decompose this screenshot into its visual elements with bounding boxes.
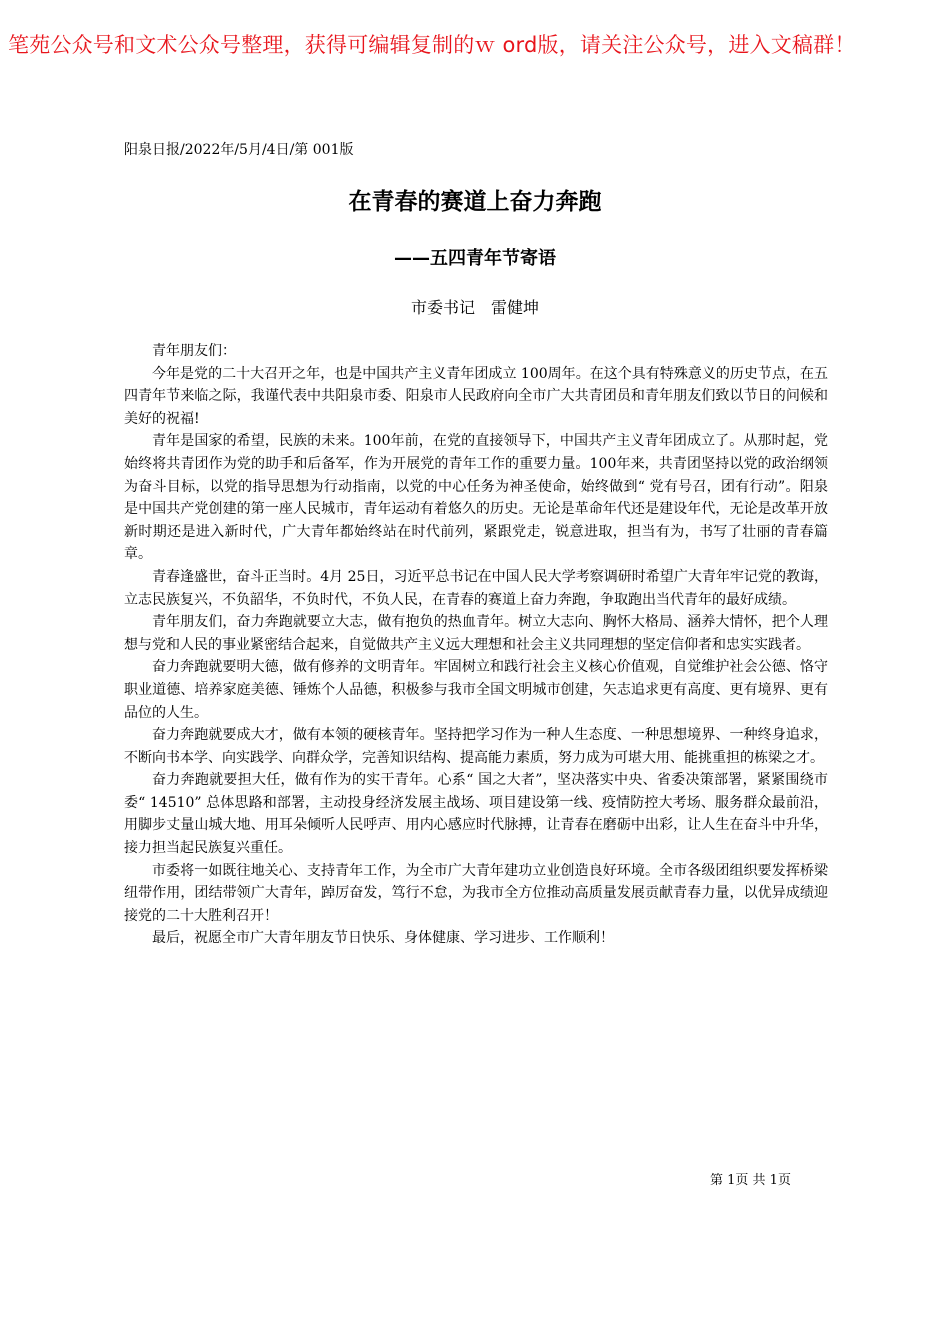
body-paragraph: 青春逢盛世，奋斗正当时。4月 25日，习近平总书记在中国人民大学考察调研时希望广大青年牢记党的教诲，立志民族复兴，不负韶华，不负时代，不负人民，在青春的赛道上奋力奔跑，争取跑出当代青年的最好成绩。 [124, 568, 828, 608]
body-paragraph: 奋力奔跑就要成大才，做有本领的硬核青年。坚持把学习作为一种人生态度、一种思想境界、一种终身追求，不断向书本学、向实践学、向群众学，完善知识结构、提高能力素质，努力成为可堪大用、能挑重担的栋梁之才。 [124, 727, 828, 766]
promo-banner: 笔苑公众号和文术公众号整理，获得可编辑复制的ｗ ord版，请关注公众号，进入文稿群！ [8, 33, 856, 57]
closing-paragraph: 最后，祝愿全市广大青年朋友节日快乐、身体健康、学习进步、工作顺利！ [152, 930, 614, 947]
page-number: 第 1页 共 1页 [710, 1173, 791, 1188]
body-paragraph: 今年是党的二十大召开之年，也是中国共产主义青年团成立 100周年。在这个具有特殊意义的历史节点，在五四青年节来临之际，我谨代表中共阳泉市委、阳泉市人民政府向全市广大共青团员和青年朋友们致以节日的问候和美好的祝福! [124, 365, 828, 427]
body-paragraph: 青年朋友们，奋力奔跑就要立大志，做有抱负的热血青年。树立大志向、胸怀大格局、涵养大情怀，把个人理想与党和人民的事业紧密结合起来，自觉做共产主义远大理想和社会主义共同理想的坚定信仰者和忠实实践者。 [124, 614, 828, 653]
body-paragraph: 市委将一如既往地关心、支持青年工作，为全市广大青年建功立业创造良好环境。全市各级团组织要发挥桥梁纽带作用，团结带领广大青年，踔厉奋发，笃行不怠，为我市全方位推动高质量发展贡献青春力量，以优异成绩迎接党的二十大胜利召开！ [124, 862, 828, 924]
body-paragraph: 青年是国家的希望，民族的未来。100年前，在党的直接领导下，中国共产主义青年团成立了。从那时起，党始终将共青团作为党的助手和后备军，作为开展党的青年工作的重要力量。100年来，共青团坚持以党的政治纲领为奋斗目标，以党的指导思想为行动指南，以党的中心任务为神圣使命，始终做到“ 党有号召，团有行动”。阳泉是中国共产党创建的第一座人民城市，青年运动有着悠久的历史。无论是革命年代还是建设年代，无论是改革开放新时期还是进入新时代，广大青年都始终站在时代前列，紧跟党走，锐意进取，担当有为，书写了壮丽的青春篇章。 [124, 433, 828, 563]
greeting-paragraph: 青年朋友们： [152, 343, 236, 359]
article-subtitle: ——五四青年节寄语 [394, 248, 556, 269]
body-paragraph: 奋力奔跑就要明大德，做有修养的文明青年。牢固树立和践行社会主义核心价值观，自觉维护社会公德、恪守职业道德、培养家庭美德、锤炼个人品德，积极参与我市全国文明城市创建，矢志追求更有高度、更有境界、更有品位的人生。 [124, 659, 828, 721]
article-title: 在青春的赛道上奋力奔跑 [348, 189, 602, 215]
article-author: 市委书记 雷健坤 [410, 298, 539, 317]
article-body [124, 340, 828, 950]
body-paragraph: 奋力奔跑就要担大任，做有作为的实干青年。心系“ 国之大者”，坚决落实中央、省委决策部署，紧紧围绕市委“ 14510” 总体思路和部署，主动投身经济发展主战场、项目建设第一线、疫情防控大考场、服务群众最前沿，用脚步丈量山城大地、用耳朵倾听人民呼声、用内心感应时代脉搏，让青春在磨砺中出彩，让人生在奋斗中升华，接力担当起民族复兴重任。 [124, 772, 828, 857]
newspaper-source: 阳泉日报/2022年/5月/4日/第 001版 [124, 142, 354, 158]
